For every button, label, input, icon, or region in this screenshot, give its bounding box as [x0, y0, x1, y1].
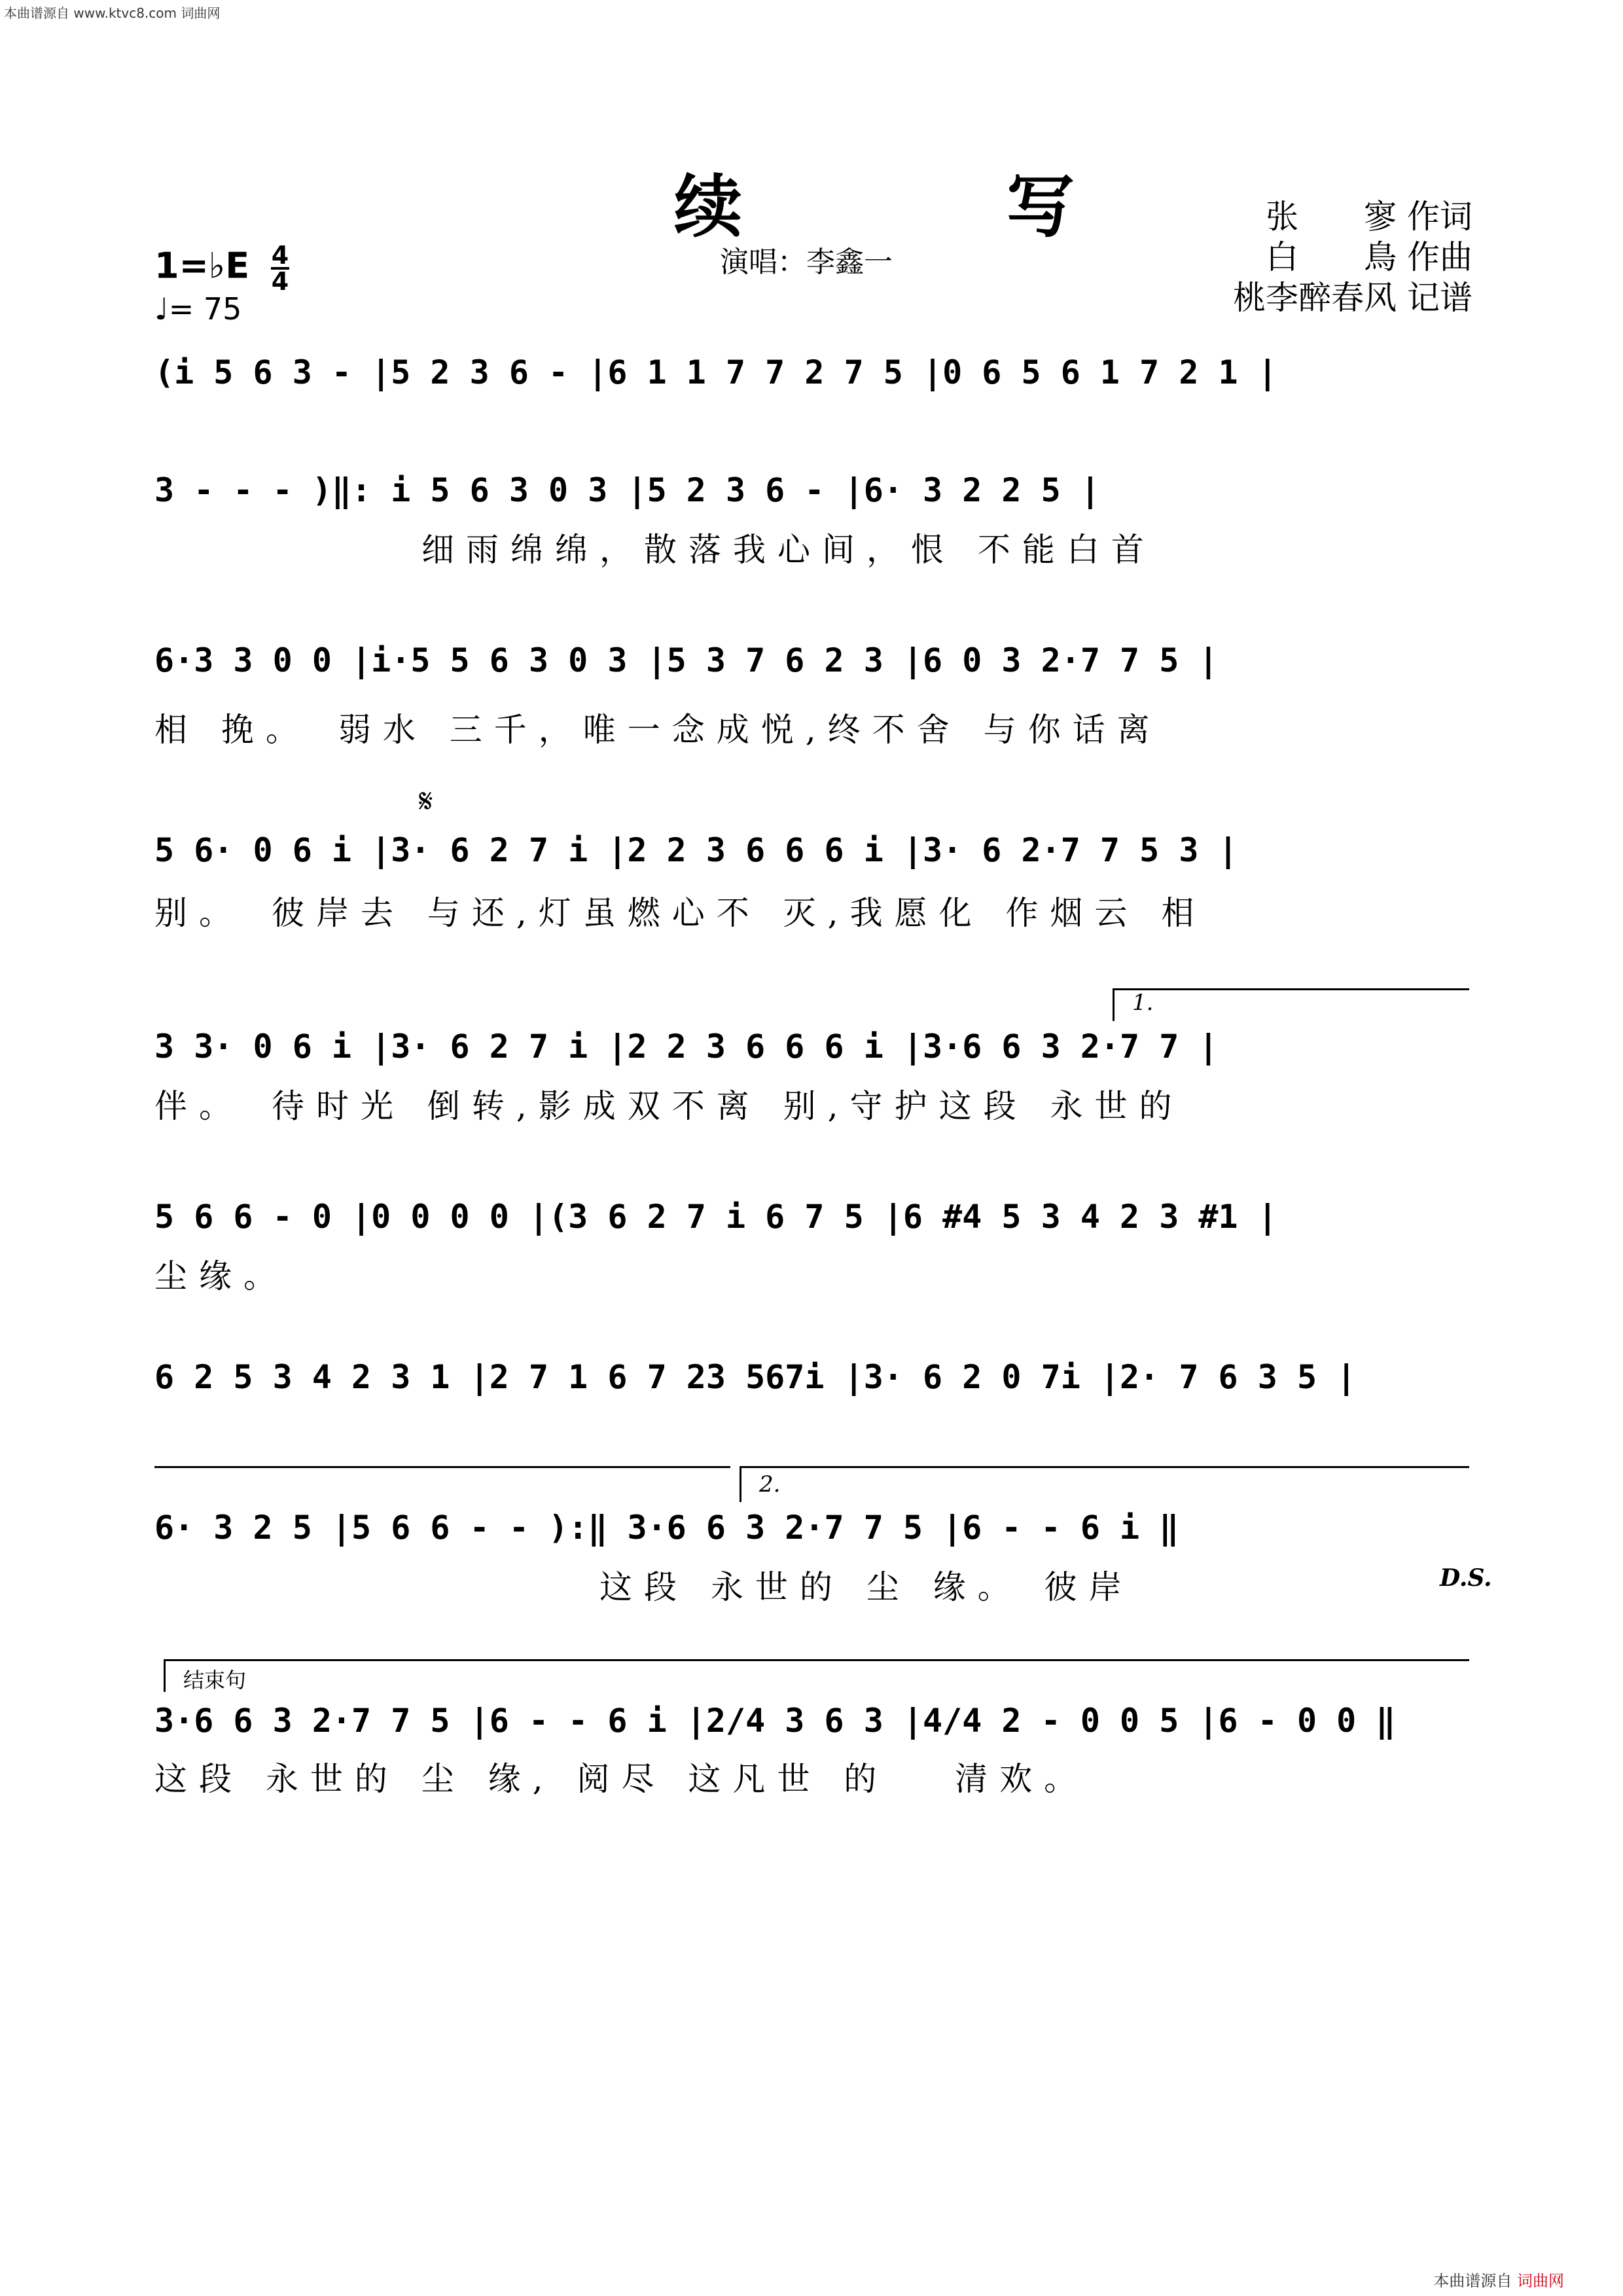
- lyrics-system-8: 这段 永世的 尘 缘。 彼岸: [154, 1568, 1133, 1606]
- footer-source-text: 本曲谱源自: [1433, 2272, 1512, 2290]
- transcriber-credit: 桃李醉春风 记谱: [1233, 279, 1472, 317]
- notes-system-2: 3 - - - )‖: i 5 6 3 0 3 |5 2 3 6 - |6· 3 2 2 5 |: [154, 471, 1100, 509]
- header-source: 本曲谱源自 www.ktvc8.com 词曲网: [4, 5, 221, 21]
- lyrics-system-4: 别。 彼岸去 与还,灯虽燃心不 灭,我愿化 作烟云 相: [154, 894, 1206, 932]
- lyrics-system-6: 尘缘。: [154, 1257, 288, 1295]
- ending-label: 结束句: [183, 1668, 247, 1693]
- notes-system-4: 5 6· 0 6 i |3· 6 2 7 i |2 2 3 6 6 6 i |3· 6 2·7 7 5 3 |: [154, 831, 1238, 869]
- notes-system-5: 3 3· 0 6 i |3· 6 2 7 i |2 2 3 6 6 6 i |3·6 6 3 2·7 7 |: [154, 1028, 1219, 1066]
- tempo-marking: ♩= 75: [154, 291, 242, 327]
- ending-bracket: [164, 1659, 1469, 1661]
- notes-system-9: 3·6 6 3 2·7 7 5 |6 - - 6 i |2/4 3 6 3 |4/4 2 - 0 0 5 |6 - 0 0 ‖: [154, 1702, 1396, 1740]
- time-signature: [271, 241, 289, 296]
- lyrics-system-3: 相 挽。 弱水 三千，唯一念成悦,终不舍 与你话离: [154, 711, 1162, 749]
- notes-system-7: 6 2 5 3 4 2 3 1 |2 7 1 6 7 23 567i |3· 6 2 0 7i |2· 7 6 3 5 |: [154, 1358, 1357, 1396]
- page-title: 续 写: [674, 166, 1173, 247]
- dal-segno-marking: D.S.: [1440, 1564, 1492, 1592]
- volta-2-bracket: [740, 1466, 1469, 1468]
- segno-sign: 𝄋: [419, 782, 433, 820]
- time-top: 4: [271, 241, 289, 270]
- notes-system-1: (i 5 6 3 - |5 2 3 6 - |6 1 1 7 7 2 7 5 |0 6 5 6 1 7 2 1 |: [154, 353, 1277, 391]
- notes-system-3: 6·3 3 0 0 |i·5 5 6 3 0 3 |5 3 7 6 2 3 |6 0 3 2·7 7 5 |: [154, 641, 1219, 679]
- ending-bracket-left: [164, 1659, 166, 1692]
- footer-site-logo: 词曲网: [1517, 2272, 1564, 2290]
- credits: [1233, 196, 1472, 318]
- composer-credit: 白 鳥 作曲: [1266, 238, 1472, 276]
- lyrics-system-5: 伴。 待时光 倒转,影成双不离 别,守护这段 永世的: [154, 1087, 1184, 1125]
- notes-system-6: 5 6 6 - 0 |0 0 0 0 |(3 6 2 7 i 6 7 5 |6 #4 5 3 4 2 3 #1 |: [154, 1198, 1277, 1236]
- volta-2-bracket-left: [740, 1466, 741, 1502]
- lyrics-system-2: 细雨绵绵，散落我心间，恨 不能白首: [154, 531, 1156, 569]
- volta-2-label: 2.: [759, 1471, 781, 1498]
- key-signature: [154, 241, 289, 296]
- lyrics-system-9: 这段 永世的 尘 缘, 阅尽 这凡世 的 清欢。: [154, 1760, 1089, 1798]
- volta-1-continuation: [154, 1466, 730, 1468]
- notes-system-8: 6· 3 2 5 |5 6 6 - - ):‖ 3·6 6 3 2·7 7 5 |6 - - 6 i ‖: [154, 1509, 1179, 1547]
- volta-1-bracket-left: [1113, 988, 1115, 1021]
- singer-credit: 演唱：李鑫一: [720, 245, 893, 279]
- lyricist-credit: 张 寥 作词: [1266, 198, 1472, 236]
- footer-source: [1433, 2268, 1564, 2291]
- time-bottom: 4: [271, 267, 289, 296]
- volta-1-label: 1.: [1132, 990, 1154, 1016]
- key-label: 1=♭E: [154, 245, 250, 287]
- volta-1-bracket: [1113, 988, 1469, 990]
